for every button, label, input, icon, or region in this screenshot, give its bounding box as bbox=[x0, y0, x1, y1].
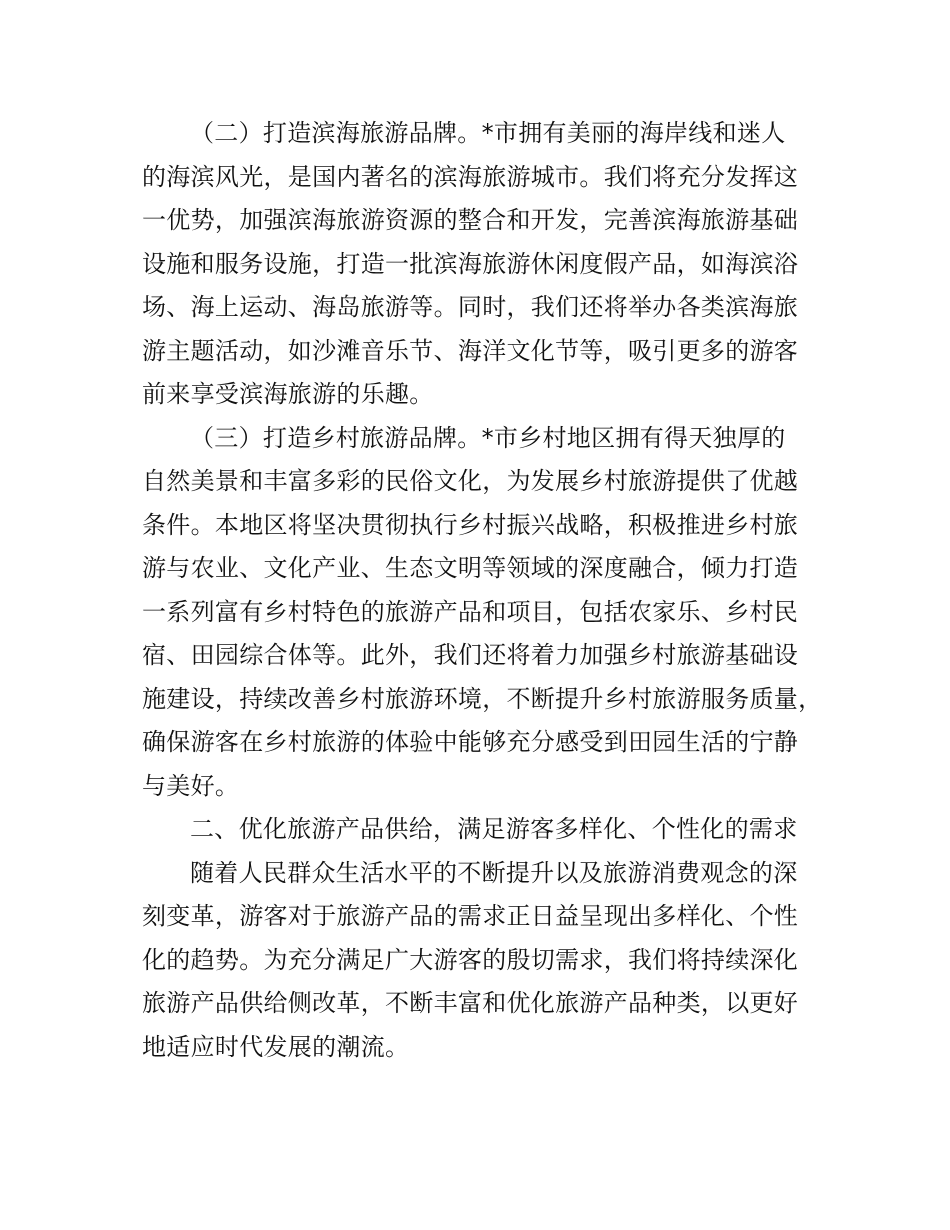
paragraph-line: （三）打造乡村旅游品牌。*市乡村地区拥有得天独厚的 bbox=[190, 423, 786, 452]
paragraph-line: 前来享受滨海旅游的乐趣。 bbox=[142, 380, 434, 408]
paragraph-line: 一系列富有乡村特色的旅游产品和项目，包括农家乐、乡村民 bbox=[142, 597, 799, 626]
section-heading: 二、优化旅游产品供给，满足游客多样化、个性化的需求 bbox=[190, 815, 798, 843]
document-body bbox=[142, 112, 832, 1069]
paragraph-line: 游与农业、文化产业、生态文明等领域的深度融合，倾力打造 bbox=[142, 554, 799, 582]
paragraph-line: 随着人民群众生活水平的不断提升以及旅游消费观念的深 bbox=[190, 858, 798, 887]
paragraph-line: 施建设，持续改善乡村旅游环境，不断提升乡村旅游服务质量， bbox=[142, 684, 823, 713]
paragraph-line: 一优势，加强滨海旅游资源的整合和开发，完善滨海旅游基础 bbox=[142, 206, 799, 234]
paragraph-line: 化的趋势。为充分满足广大游客的殷切需求，我们将持续深化 bbox=[142, 945, 799, 974]
paragraph-line: 与美好。 bbox=[142, 771, 240, 800]
paragraph-line: 的海滨风光，是国内著名的滨海旅游城市。我们将充分发挥这 bbox=[142, 162, 799, 191]
paragraph-coastal-tourism bbox=[142, 112, 832, 417]
paragraph-rural-tourism bbox=[142, 417, 832, 809]
paragraph-diverse-demand bbox=[142, 852, 832, 1070]
paragraph-line: 确保游客在乡村旅游的体验中能够充分感受到田园生活的宁静 bbox=[142, 728, 799, 756]
paragraph-line: 游主题活动，如沙滩音乐节、海洋文化节等，吸引更多的游客 bbox=[142, 336, 799, 365]
paragraph-line: 宿、田园综合体等。此外，我们还将着力加强乡村旅游基础设 bbox=[142, 641, 799, 669]
paragraph-line: 自然美景和丰富多彩的民俗文化，为发展乡村旅游提供了优越 bbox=[142, 467, 799, 495]
section-heading-optimize-supply bbox=[142, 808, 832, 852]
paragraph-line: 刻变革，游客对于旅游产品的需求正日益呈现出多样化、个性 bbox=[142, 902, 799, 930]
paragraph-line: 条件。本地区将坚决贯彻执行乡村振兴战略，积极推进乡村旅 bbox=[142, 510, 799, 539]
paragraph-line: 地适应时代发展的潮流。 bbox=[142, 1032, 410, 1061]
paragraph-line: 旅游产品供给侧改革，不断丰富和优化旅游产品种类，以更好 bbox=[142, 989, 799, 1017]
paragraph-line: （二）打造滨海旅游品牌。*市拥有美丽的海岸线和迷人 bbox=[190, 119, 786, 147]
paragraph-line: 场、海上运动、海岛旅游等。同时，我们还将举办各类滨海旅 bbox=[142, 293, 799, 321]
paragraph-line: 设施和服务设施，打造一批滨海旅游休闲度假产品，如海滨浴 bbox=[142, 249, 799, 278]
